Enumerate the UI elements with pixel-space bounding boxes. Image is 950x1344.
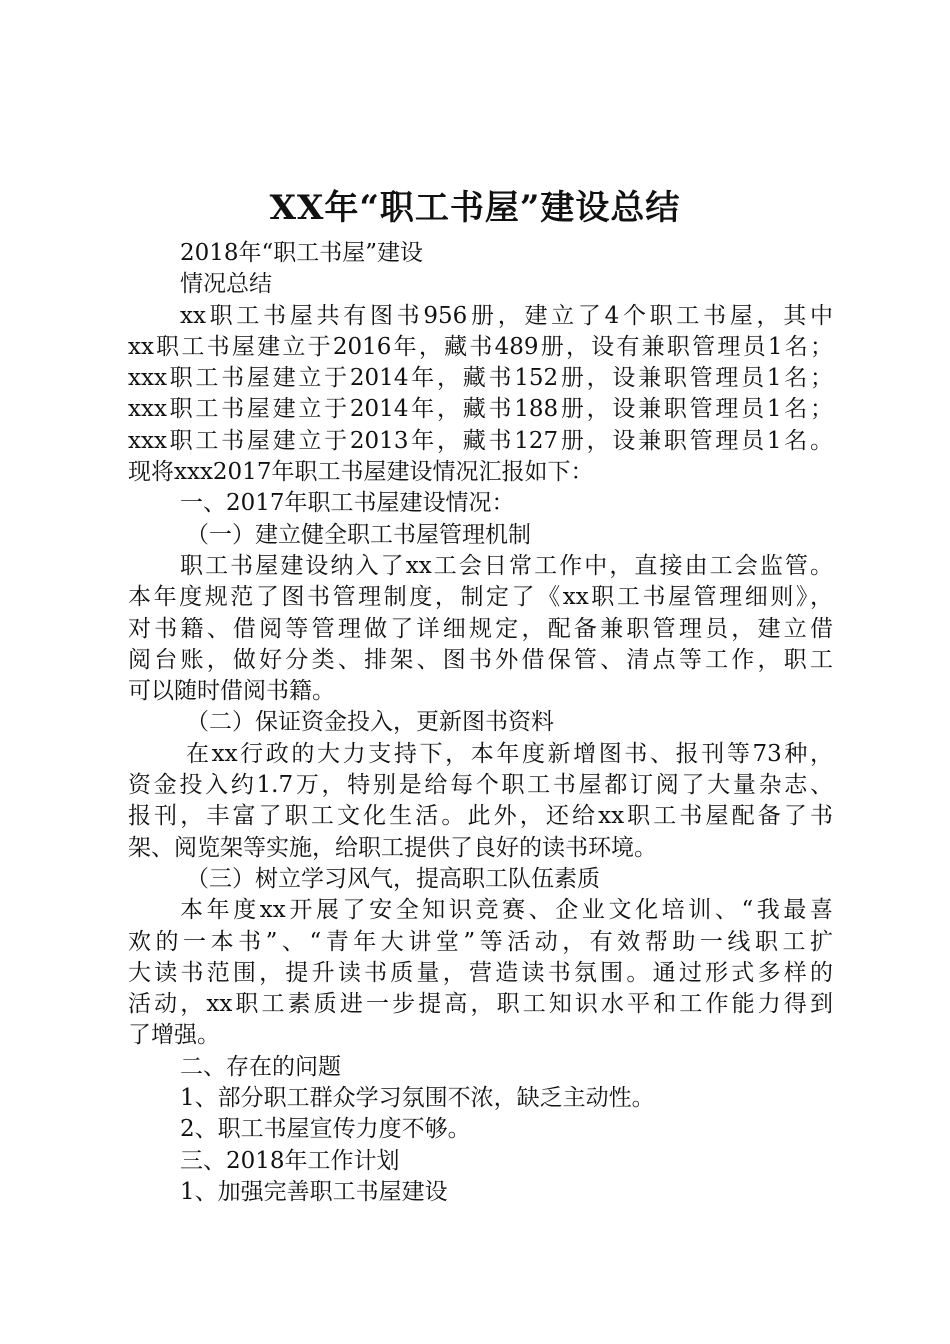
document-body [128, 238, 833, 1208]
paragraph-line: 活动，xx职工素质进一步提高，职工知识水平和工作能力得到 [128, 991, 833, 1018]
paragraph-line: 资金投入约1.7万，特别是给每个职工书屋都订阅了大量杂志、 [128, 772, 833, 799]
paragraph-line: 本年度xx开展了安全知识竞赛、企业文化培训、“我最喜 [180, 897, 833, 924]
paragraph-line: 对书籍、借阅等管理做了详细规定，配备兼职管理员，建立借 [128, 615, 833, 642]
section-heading: 二、存在的问题 [180, 1053, 341, 1080]
subsection-heading: （二）保证资金投入，更新图书资料 [186, 709, 554, 736]
paragraph-line: xxx职工书屋建立于2014年，藏书188册，设兼职管理员1名； [128, 396, 833, 423]
section-heading: 一、2017年职工书屋建设情况： [180, 490, 515, 517]
subsection-heading: （三）树立学习风气，提高职工队伍素质 [186, 865, 600, 892]
paragraph-line: xx职工书屋建立于2016年，藏书489册，设有兼职管理员1名； [128, 333, 833, 360]
subsection-heading: （一）建立健全职工书屋管理机制 [186, 521, 531, 548]
paragraph-line: 职工书屋建设纳入了xx工会日常工作中，直接由工会监管。 [180, 552, 833, 579]
paragraph-line: 架、阅览架等实施，给职工提供了良好的读书环境。 [128, 834, 657, 861]
paragraph-line: 报刊，丰富了职工文化生活。此外，还给xx职工书屋配备了书 [128, 803, 833, 830]
subtitle-line-2: 情况总结 [180, 271, 272, 298]
paragraph-line: 可以随时借阅书籍。 [128, 678, 335, 705]
section-heading: 三、2018年工作计划 [180, 1147, 400, 1174]
list-item: 1、加强完善职工书屋建设 [180, 1178, 448, 1205]
paragraph-line: 本年度规范了图书管理制度，制定了《xx职工书屋管理细则》， [128, 584, 833, 611]
paragraph-line: xxx职工书屋建立于2013年，藏书127册，设兼职管理员1名。 [128, 427, 833, 454]
document-title: XX年“职工书屋”建设总结 [269, 188, 681, 228]
paragraph-line: 现将xxx2017年职工书屋建设情况汇报如下： [128, 459, 594, 486]
paragraph-line: xx职工书屋共有图书956册，建立了4个职工书屋，其中 [180, 302, 833, 329]
paragraph-line: 欢的一本书”、“青年大讲堂”等活动，有效帮助一线职工扩 [128, 928, 833, 955]
paragraph-line: 阅台账，做好分类、排架、图书外借保管、清点等工作，职工 [128, 646, 833, 673]
list-item: 1、部分职工群众学习氛围不浓，缺乏主动性。 [180, 1085, 655, 1112]
paragraph-line: 大读书范围，提升读书质量，营造读书氛围。通过形式多样的 [128, 959, 833, 986]
paragraph-line: 了增强。 [128, 1022, 220, 1049]
list-item: 2、职工书屋宣传力度不够。 [180, 1116, 471, 1143]
paragraph-line: xxx职工书屋建立于2014年，藏书152册，设兼职管理员1名； [128, 365, 833, 392]
paragraph-line: 在xx行政的大力支持下，本年度新增图书、报刊等73种， [186, 740, 833, 767]
subtitle-line-1: 2018年“职工书屋”建设 [180, 240, 424, 266]
